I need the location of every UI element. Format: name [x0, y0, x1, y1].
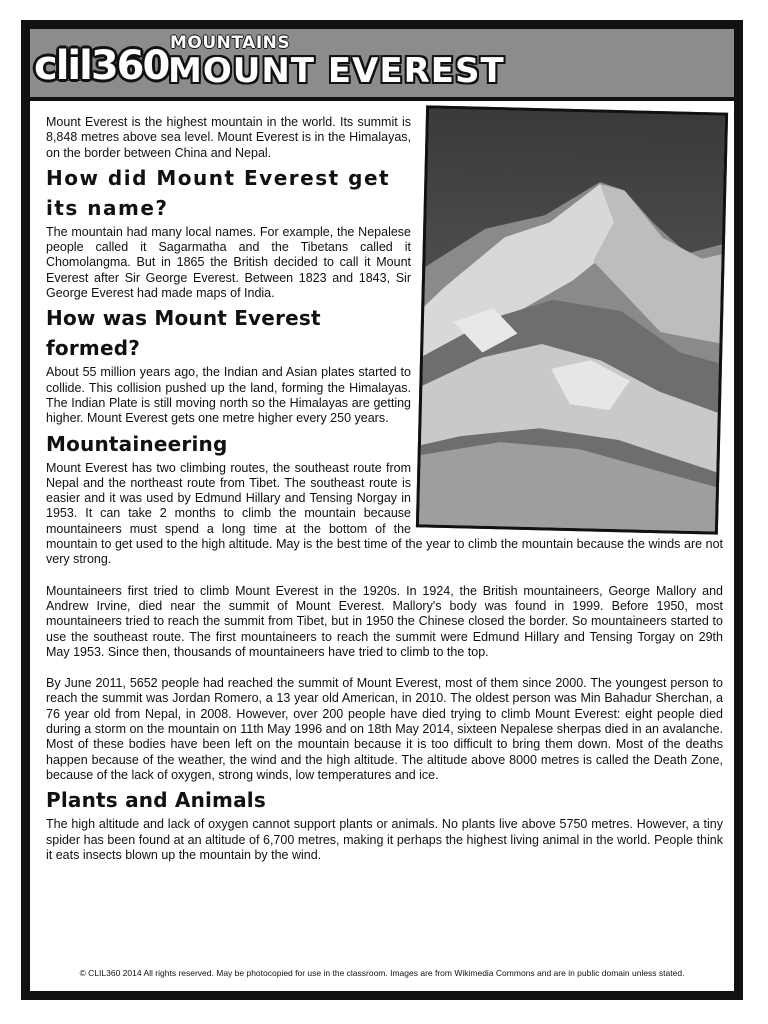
section-body-mountaineering-1: Mount Everest has two climbing routes, the southeast route from Nepal and the northeast route from Tibet. The southeast route is easier and it was used by Edmund Hillary and Tensing Norgay in 1953. It can take 2 months to climb the mountain because mountaineers must spend a long time at the bottom of the mountain to get used to the high altitude. May is the best time of the year to climb the mountain because the winds are not very strong.: [46, 460, 723, 567]
header-banner: [30, 29, 734, 101]
page-title: MOUNT EVEREST: [168, 51, 505, 91]
subject-label: MOUNTAINS: [170, 33, 291, 53]
section-body-mountaineering-2: Mountaineers first tried to climb Mount Everest in the 1920s. In 1924, the British mountaineers, George Mallory and Andrew Irvine, died near the summit of Mount Everest. Mallory's body was found in 1999. Before 1950, most mountaineers tried to reach the summit from Tibet, but in 1950 the Chinese closed the border. So mountaineers started to use the southeast route. The first mountaineers to reach the summit were Edmund Hillary and Tensing Torgay on 29th May 1953. Since then, thousands of mountaineers have tried to climb to the top.: [46, 583, 723, 659]
section-body-name: The mountain had many local names. For example, the Nepalese people called it Sagarmatha and the Tibetans called it Chomolangma. But in 1865 the British decided to call it Mount Everest after Sir George Everest. Between 1823 and 1843, Sir George Everest had made maps of India.: [46, 224, 411, 301]
section-heading-plants: Plants and Animals: [46, 788, 266, 813]
page-frame: [21, 20, 743, 1000]
clil360-logo: clil360: [34, 43, 169, 89]
copyright-footer: © CLIL360 2014 All rights reserved. May be photocopied for use in the classroom. Images are from Wikimedia Commons and are in public domain unless stated.: [79, 968, 685, 978]
mountain-image: [419, 108, 725, 531]
section-heading-mountaineering: Mountaineering: [46, 431, 228, 456]
mount-everest-photo: [416, 105, 728, 534]
article-body: [46, 115, 723, 863]
section-body-mountaineering-3: By June 2011, 5652 people had reached the summit of Mount Everest, most of them since 2000. The youngest person to reach the summit was Jordan Romero, a 13 year old American, in 2010. The oldest person was Min Bahadur Sherchan, a 76 year old from Nepal, in 2008. However, over 200 people have died trying to climb Mount Everest: eight people died during a storm on the mountain on 11th May 1996 and on 18th May 2014, sixteen Nepalese sherpas died in an avalanche. Most of these bodies have been left on the mountain because it is too difficult to bring them down. Most of the deaths happen because of the weather, the wind and the high altitude. The altitude above 8000 metres is called the Death Zone, because of the lack of oxygen, strong winds, low temperatures and ice.: [46, 676, 723, 782]
section-body-plants: The high altitude and lack of oxygen cannot support plants or animals. No plants live above 5750 metres. However, a tiny spider has been found at an altitude of 6,700 metres, making it perhaps the highest living animal in the world. People think it eats insects blown up the mountain by the wind.: [46, 817, 723, 862]
section-heading-name: How did Mount Everest get its name?: [46, 165, 391, 220]
section-body-formed: About 55 million years ago, the Indian and Asian plates started to collide. This collision pushed up the land, forming the Himalayas. The Indian Plate is still moving north so the Himalayas are getting higher. Mount Everest gets one metre higher every 250 years.: [46, 365, 411, 426]
section-heading-formed: How was Mount Everest formed?: [46, 306, 321, 361]
intro-paragraph: Mount Everest is the highest mountain in the world. Its summit is 8,848 metres above sea level. Mount Everest is in the Himalayas, on the border between China and Nepal.: [46, 115, 411, 160]
